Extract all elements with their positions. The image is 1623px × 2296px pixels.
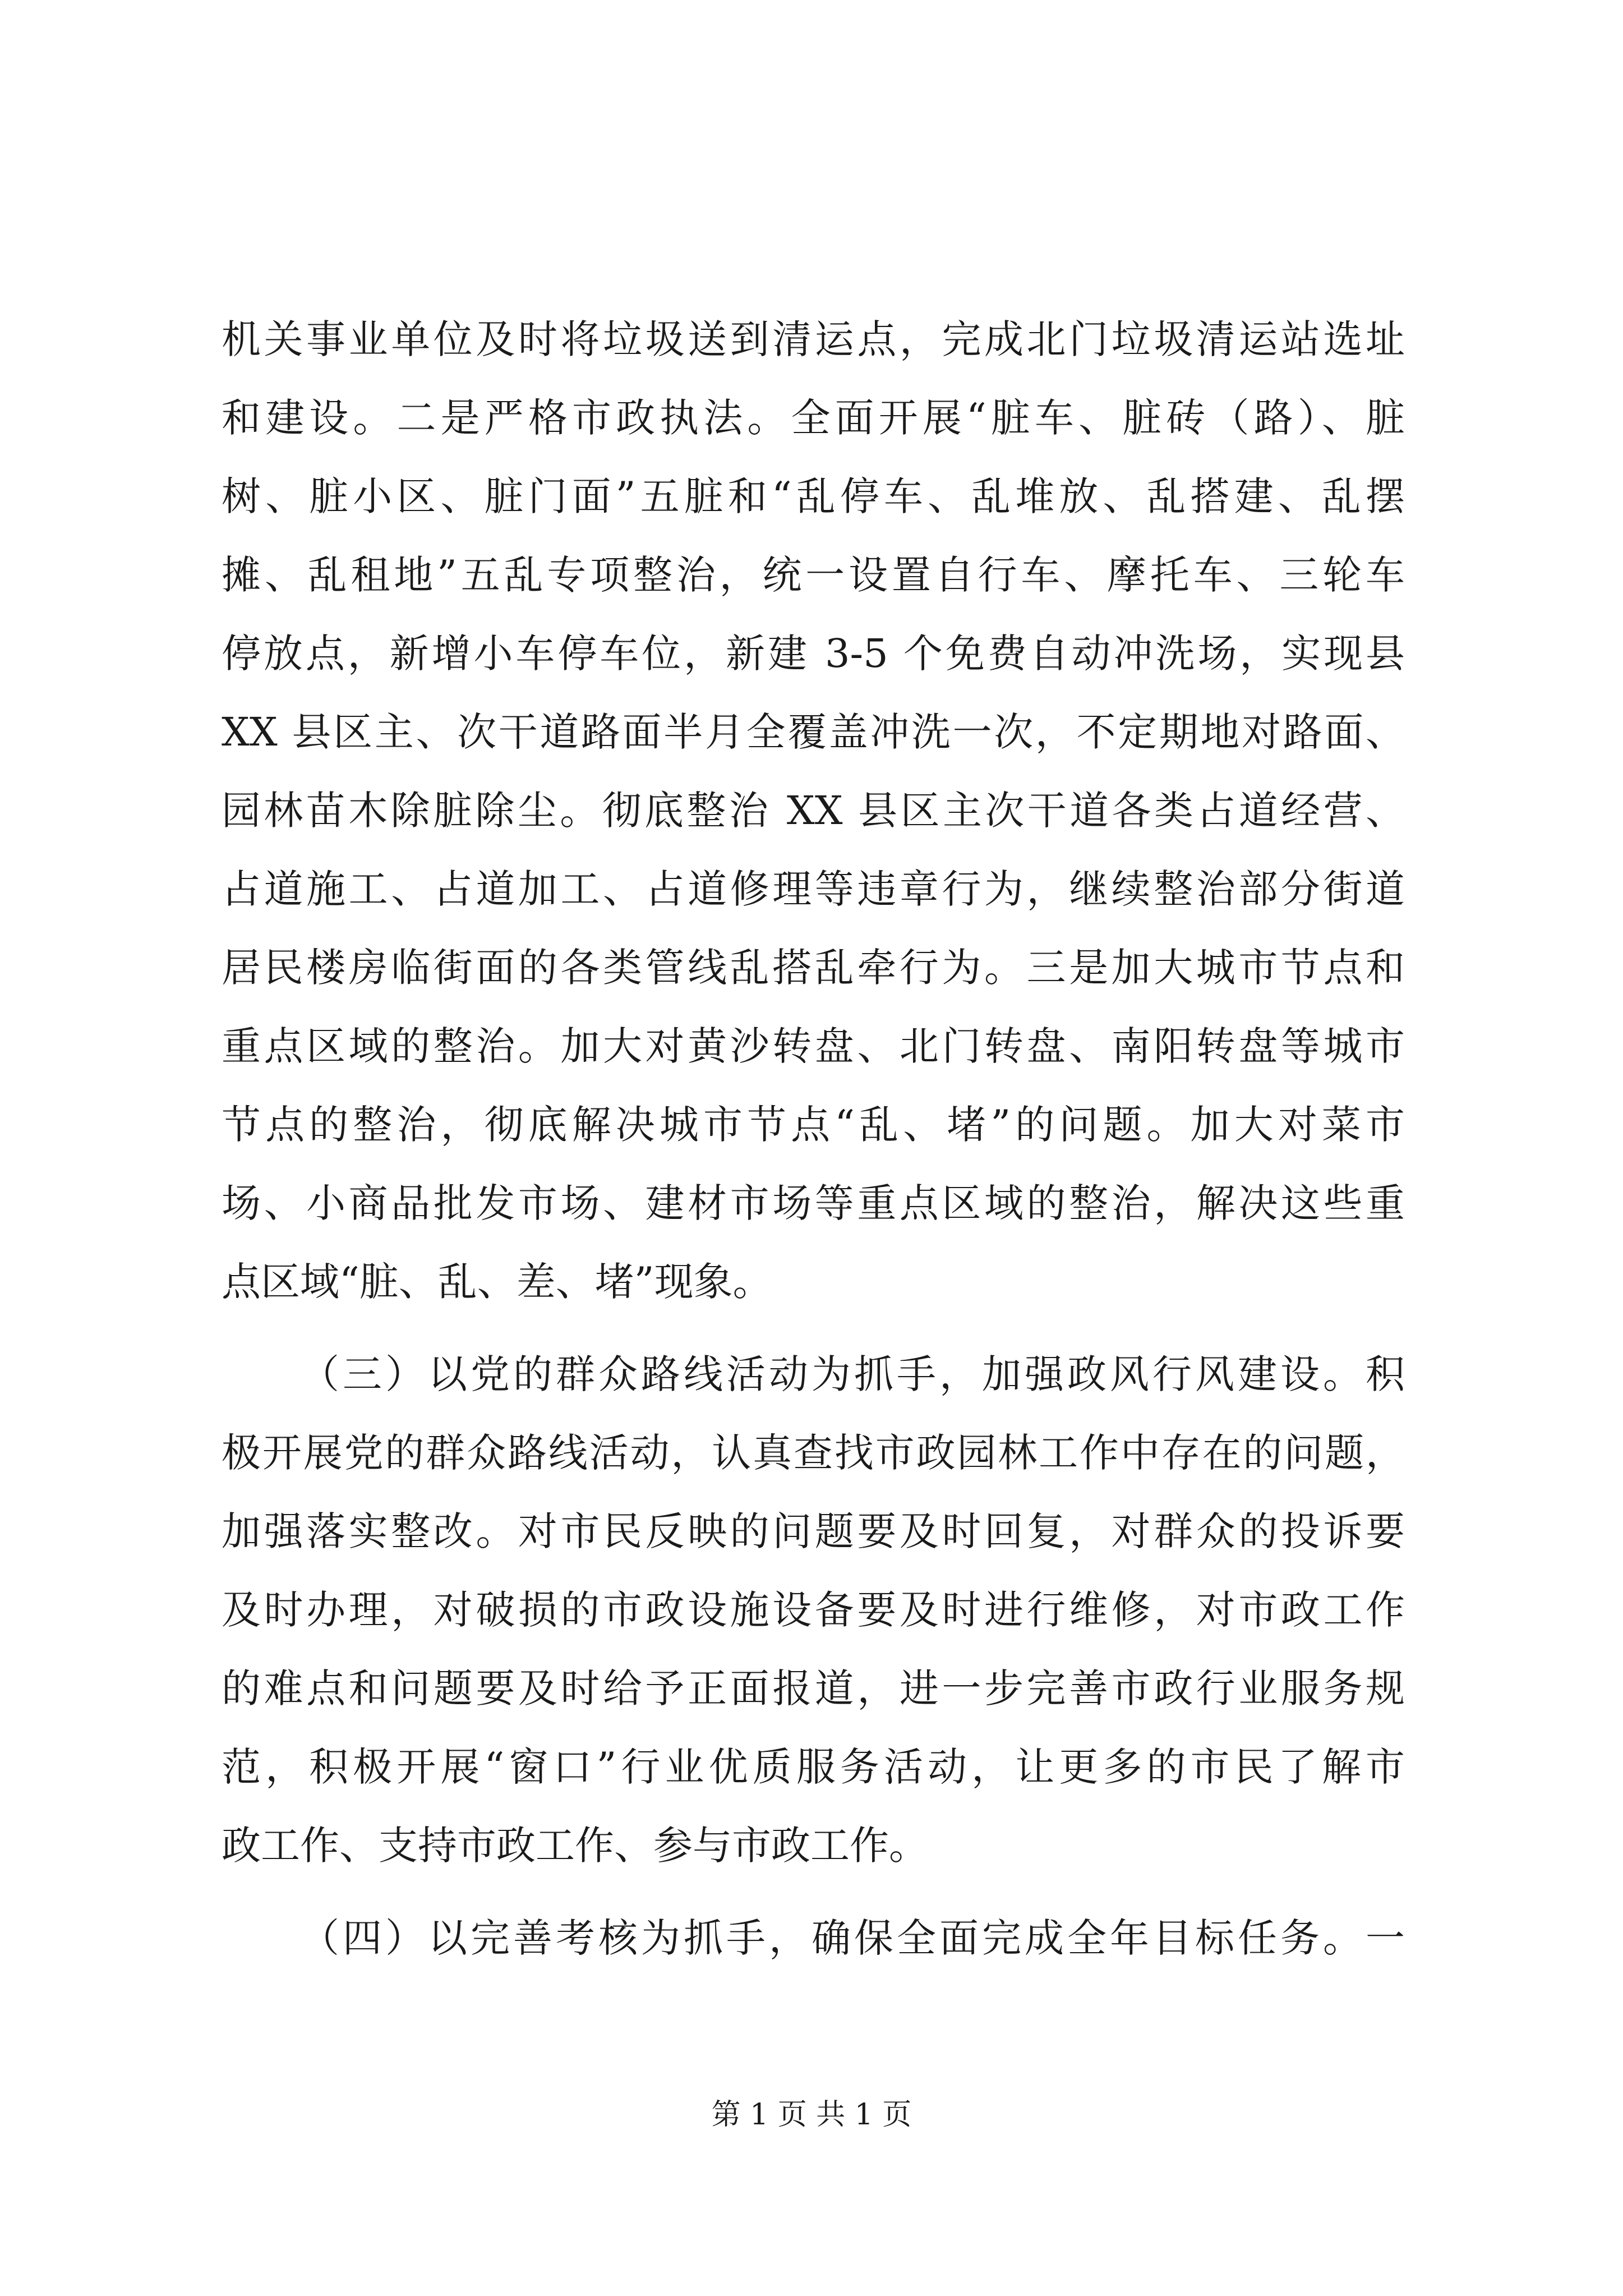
- body-text-line: 重点区域的整治。加大对黄沙转盘、北门转盘、南阳转盘等城市: [222, 1023, 1405, 1069]
- body-text-line: 机关事业单位及时将垃圾送到清运点，完成北门垃圾清运站选址: [222, 316, 1405, 362]
- body-text-line: 场、小商品批发市场、建材市场等重点区域的整治，解决这些重: [222, 1180, 1405, 1226]
- page-footer: 第 1 页 共 1 页: [711, 2098, 912, 2132]
- body-text-line: 园林苗木除脏除尘。彻底整治 XX 县区主次干道各类占道经营、: [222, 788, 1405, 834]
- body-text-line: 居民楼房临街面的各类管线乱搭乱牵行为。三是加大城市节点和: [222, 945, 1405, 991]
- body-text-line: 节点的整治，彻底解决城市节点“乱、堵”的问题。加大对菜市: [222, 1102, 1405, 1148]
- body-text-line: 点区域“脏、乱、差、堵”现象。: [222, 1259, 772, 1305]
- body-text-line: 及时办理，对破损的市政设施设备要及时进行维修，对市政工作: [222, 1587, 1405, 1633]
- body-text-line: 的难点和问题要及时给予正面报道，进一步完善市政行业服务规: [222, 1665, 1405, 1711]
- body-text-line: 占道施工、占道加工、占道修理等违章行为，继续整治部分街道: [222, 866, 1405, 912]
- body-text-line: 范，积极开展“窗口”行业优质服务活动，让更多的市民了解市: [222, 1744, 1405, 1790]
- body-text-line: 停放点，新增小车停车位，新建 3-5 个免费自动冲洗场，实现县: [222, 631, 1405, 677]
- body-text-line: 政工作、支持市政工作、参与市政工作。: [222, 1823, 928, 1869]
- body-text-line: XX 县区主、次干道路面半月全覆盖冲洗一次，不定期地对路面、: [222, 709, 1405, 755]
- body-text-line: 加强落实整改。对市民反映的问题要及时回复，对群众的投诉要: [222, 1508, 1405, 1554]
- section-heading-line: （四）以完善考核为抓手，确保全面完成全年目标任务。一: [300, 1915, 1405, 1961]
- body-text-line: 极开展党的群众路线活动，认真查找市政园林工作中存在的问题，: [222, 1430, 1405, 1476]
- body-text-line: 摊、乱租地”五乱专项整治，统一设置自行车、摩托车、三轮车: [222, 552, 1405, 598]
- body-text-line: 和建设。二是严格市政执法。全面开展“脏车、脏砖（路）、脏: [222, 395, 1405, 441]
- section-heading-line: （三）以党的群众路线活动为抓手，加强政风行风建设。积: [300, 1351, 1405, 1397]
- body-text-line: 树、脏小区、脏门面”五脏和“乱停车、乱堆放、乱搭建、乱摆: [222, 473, 1405, 519]
